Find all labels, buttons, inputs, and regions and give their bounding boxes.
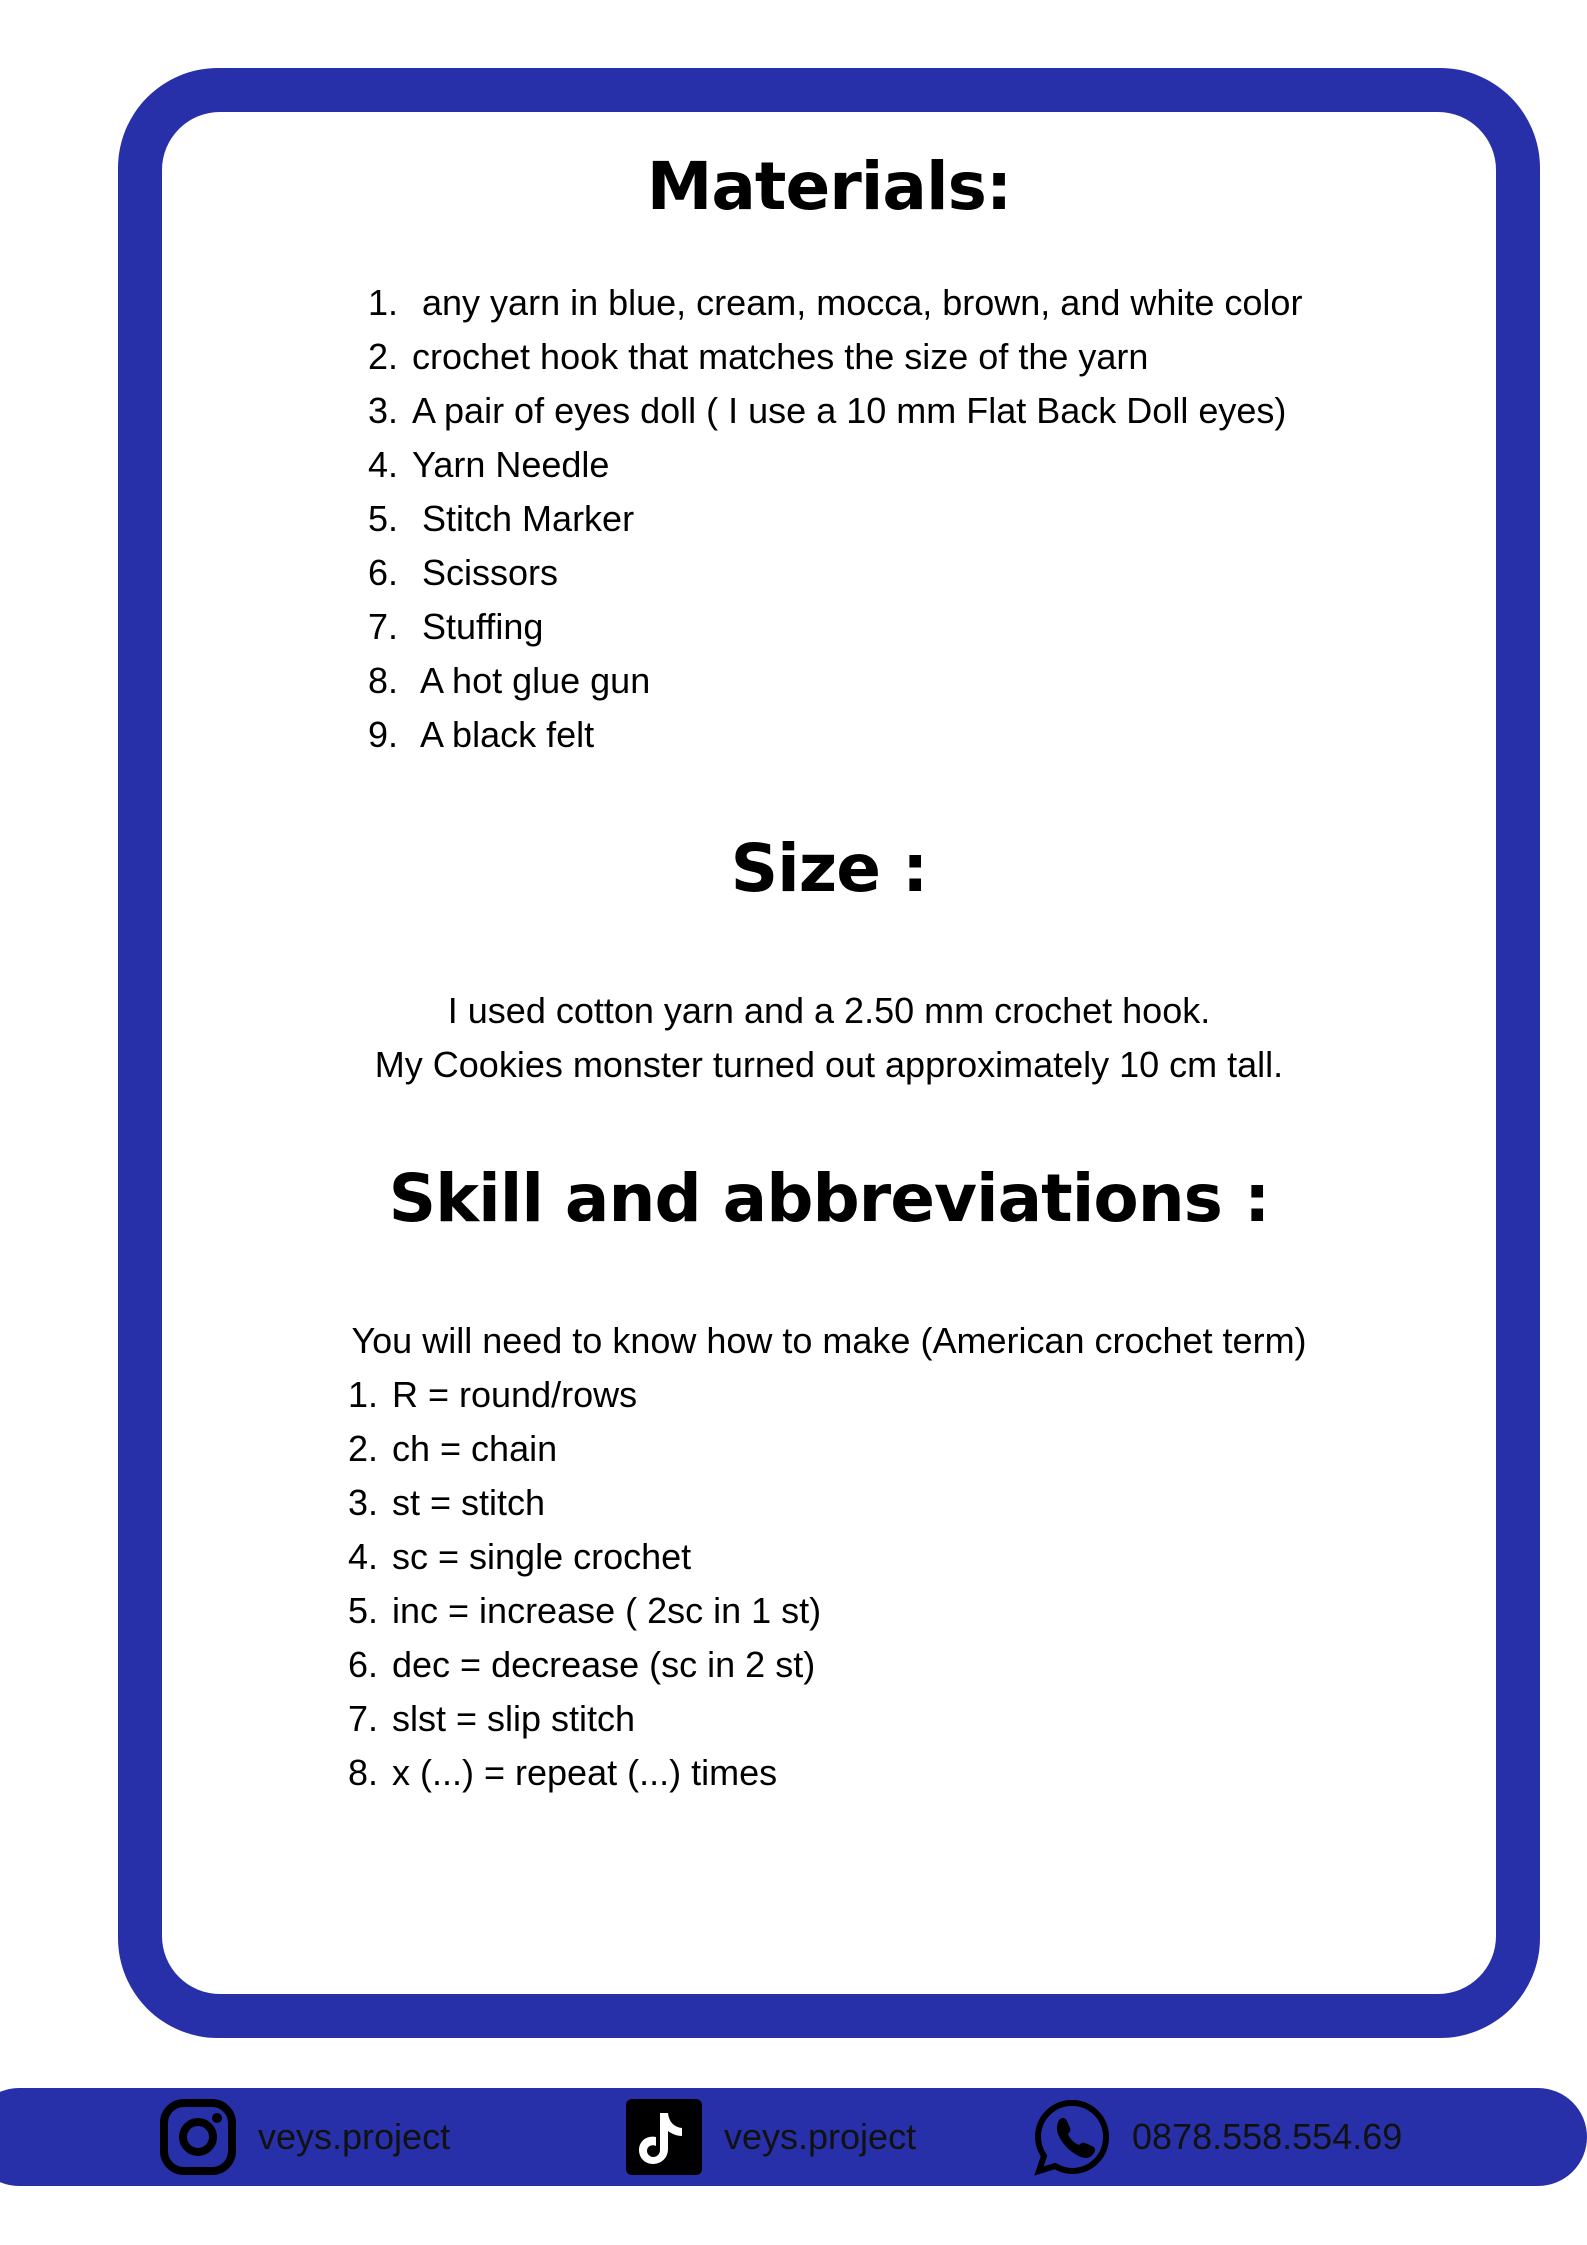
instagram-icon — [158, 2097, 238, 2177]
list-item — [368, 708, 1302, 762]
item-text: Scissors — [422, 552, 559, 593]
item-number: 4. — [368, 444, 399, 485]
item-number: 9. — [368, 714, 399, 755]
item-text: A black felt — [420, 714, 595, 755]
instagram-link[interactable] — [158, 2094, 450, 2180]
item-text: crochet hook that matches the size of the yarn — [412, 336, 1149, 377]
instagram-handle: veys.project — [258, 2116, 451, 2157]
item-text: inc = increase ( 2sc in 1 st) — [392, 1590, 822, 1631]
abbreviations-list — [336, 1368, 821, 1800]
item-text: x (...) = repeat (...) times — [392, 1752, 778, 1793]
item-text: Stitch Marker — [422, 498, 635, 539]
list-item — [336, 1746, 821, 1800]
whatsapp-link[interactable] — [1032, 2094, 1402, 2180]
item-number: 7. — [347, 1698, 378, 1739]
skills-title: Skill and abbreviations : — [388, 1160, 1270, 1237]
item-number: 4. — [347, 1536, 378, 1577]
item-number: 3. — [368, 390, 399, 431]
item-number: 2. — [368, 336, 399, 377]
item-text: Stuffing — [422, 606, 544, 647]
list-item — [368, 384, 1302, 438]
item-text: st = stitch — [392, 1482, 546, 1523]
tiktok-link[interactable] — [624, 2094, 916, 2180]
size-line-1: I used cotton yarn and a 2.50 mm crochet hook. — [447, 990, 1211, 1031]
item-text: ch = chain — [392, 1428, 558, 1469]
size-line-2: My Cookies monster turned out approximately 10 cm tall. — [374, 1044, 1284, 1085]
skills-intro: You will need to know how to make (American crochet term) — [351, 1320, 1307, 1361]
list-item — [368, 600, 1302, 654]
list-item — [368, 546, 1302, 600]
tiktok-icon — [624, 2097, 704, 2177]
item-text: A pair of eyes doll ( I use a 10 mm Flat Back Doll eyes) — [412, 390, 1287, 431]
materials-list — [368, 276, 1302, 762]
list-item — [336, 1584, 821, 1638]
item-number: 5. — [368, 498, 399, 539]
item-text: R = round/rows — [392, 1374, 638, 1415]
item-number: 1. — [347, 1374, 378, 1415]
list-item — [336, 1476, 821, 1530]
materials-title: Materials: — [646, 148, 1012, 225]
item-number: 8. — [347, 1752, 378, 1793]
item-text: sc = single crochet — [392, 1536, 692, 1577]
item-number: 2. — [347, 1428, 378, 1469]
item-text: Yarn Needle — [412, 444, 610, 485]
size-title: Size : — [730, 830, 928, 907]
item-number: 8. — [368, 660, 399, 701]
item-number: 6. — [368, 552, 399, 593]
whatsapp-number: 0878.558.554.69 — [1132, 2116, 1403, 2157]
list-item — [336, 1692, 821, 1746]
list-item — [336, 1422, 821, 1476]
item-text: any yarn in blue, cream, mocca, brown, and white color — [422, 282, 1303, 323]
list-item — [368, 330, 1302, 384]
item-text: slst = slip stitch — [392, 1698, 636, 1739]
size-description — [162, 984, 1496, 1092]
list-item — [336, 1368, 821, 1422]
list-item — [368, 276, 1302, 330]
list-item — [368, 438, 1302, 492]
item-text: dec = decrease (sc in 2 st) — [392, 1644, 816, 1685]
tiktok-handle: veys.project — [724, 2116, 917, 2157]
item-text: A hot glue gun — [420, 660, 651, 701]
list-item — [336, 1638, 821, 1692]
list-item — [368, 654, 1302, 708]
list-item — [368, 492, 1302, 546]
item-number: 3. — [347, 1482, 378, 1523]
item-number: 5. — [347, 1590, 378, 1631]
item-number: 6. — [347, 1644, 378, 1685]
list-item — [336, 1530, 821, 1584]
whatsapp-icon — [1032, 2097, 1112, 2177]
item-number: 7. — [368, 606, 399, 647]
item-number: 1. — [368, 282, 399, 323]
